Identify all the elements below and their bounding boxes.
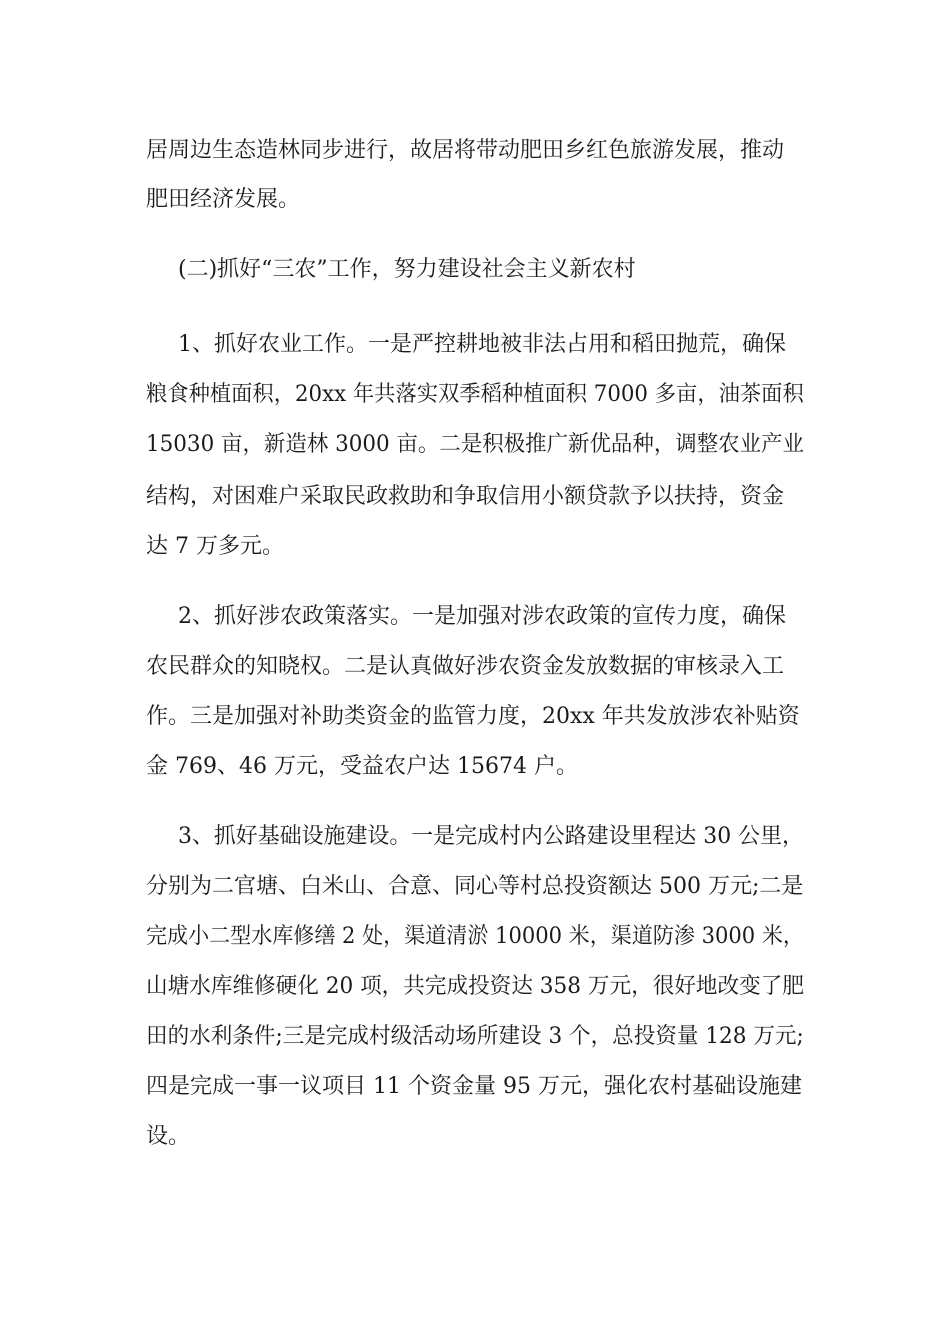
text-line: 四是完成一事一议项目 11 个资金量 95 万元，强化农村基础设施建 [146, 1074, 802, 1099]
text-line: 设。 [146, 1124, 191, 1149]
text-line: 山塘水库维修硬化 20 项，共完成投资达 358 万元，很好地改变了肥 [146, 974, 804, 999]
text-line: 粮食种植面积，20xx 年共落实双季稻种植面积 7000 多亩，油茶面积 [146, 382, 804, 407]
text-line: 田的水利条件;三是完成村级活动场所建设 3 个，总投资量 128 万元; [146, 1024, 804, 1049]
text-line: 农民群众的知晓权。二是认真做好涉农资金发放数据的审核录入工 [146, 654, 785, 679]
text-line: 作。三是加强对补助类资金的监管力度，20xx 年共发放涉农补贴资 [146, 704, 800, 729]
text-line: 肥田经济发展。 [146, 187, 301, 212]
text-line: 金 769、46 万元，受益农户达 15674 户。 [146, 754, 578, 779]
text-line: 达 7 万多元。 [146, 534, 284, 559]
text-line: 结构，对困难户采取民政救助和争取信用小额贷款予以扶持，资金 [146, 484, 785, 509]
text-line: 完成小二型水库修缮 2 处，渠道清淤 10000 米，渠道防渗 3000 米， [146, 924, 804, 949]
text-line: 居周边生态造林同步进行，故居将带动肥田乡红色旅游发展，推动 [146, 138, 785, 163]
text-line: 2、抓好涉农政策落实。一是加强对涉农政策的宣传力度，确保 [178, 604, 786, 629]
text-line: 1、抓好农业工作。一是严控耕地被非法占用和稻田抛荒，确保 [178, 332, 786, 357]
text-line: 15030 亩，新造林 3000 亩。二是积极推广新优品种，调整农业产业 [146, 432, 804, 457]
text-line: 3、抓好基础设施建设。一是完成村内公路建设里程达 30 公里， [178, 824, 804, 849]
section-heading: (二)抓好“三农”工作，努力建设社会主义新农村 [178, 257, 636, 282]
text-line: 分别为二官塘、白米山、合意、同心等村总投资额达 500 万元;二是 [146, 874, 804, 899]
